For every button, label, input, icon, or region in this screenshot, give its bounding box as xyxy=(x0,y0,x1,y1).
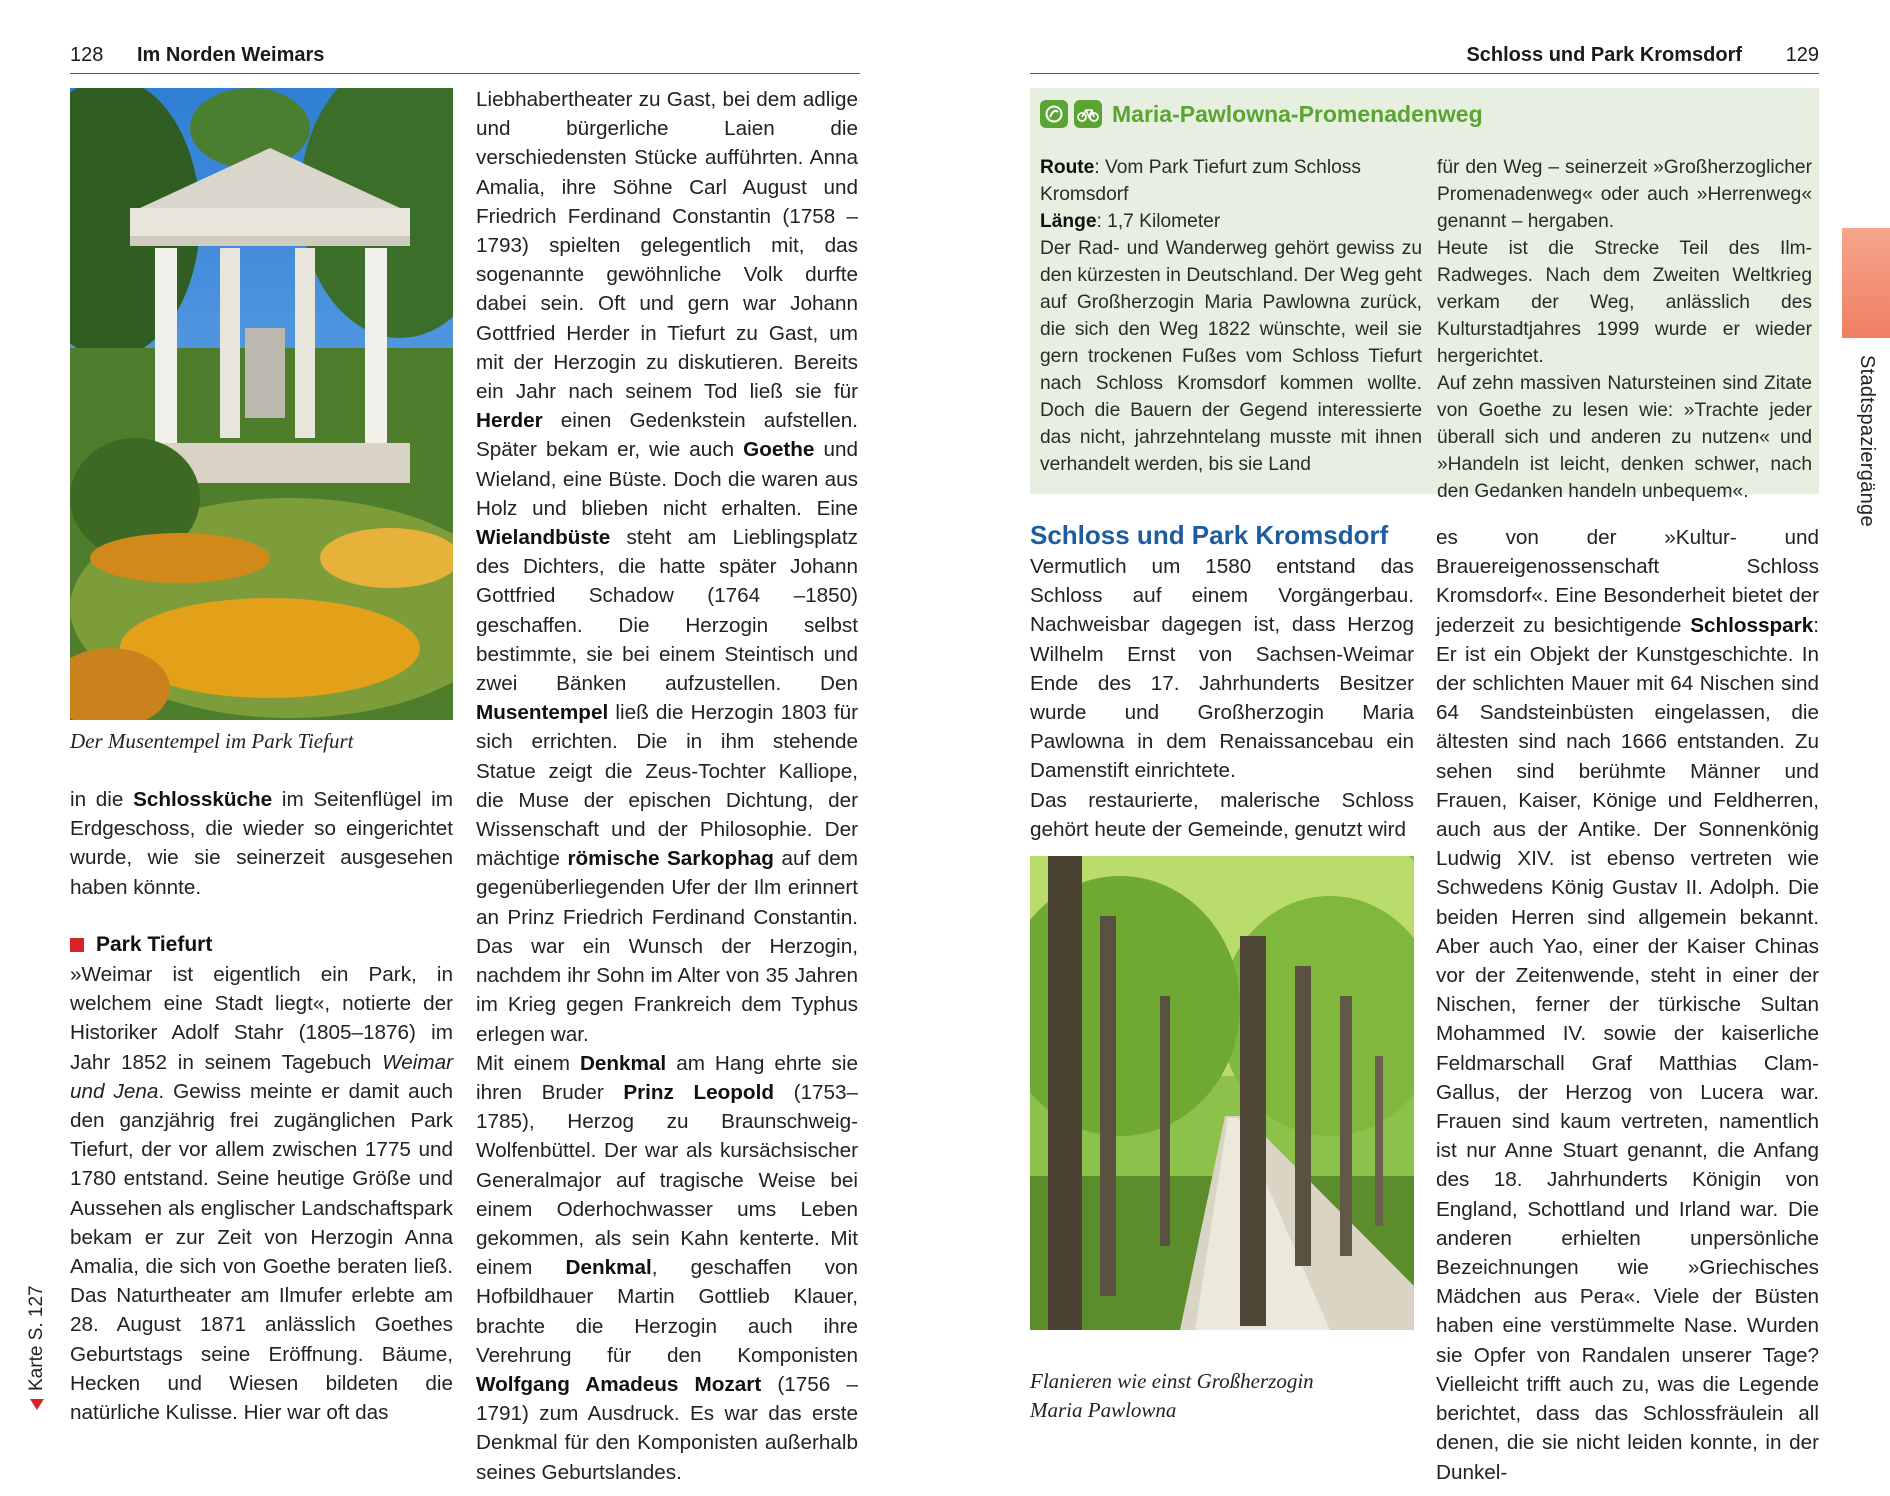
map-reference xyxy=(26,1285,48,1410)
text-run: am Hang ehrte sie ihren Bruder xyxy=(476,1051,858,1104)
text-run: es von der »Kultur- und Brauereigenossenschaft Schloss Kromsdorf«. Eine Besonderheit bietet der jederzeit zu besichtigende xyxy=(1436,526,1819,637)
right-col1-para1: Vermutlich um 1580 entstand das Schloss auf einem Vorgängerbau. Nachweisbar dagegen ist, dass Herzog Wilhelm Ernst von Sachsen-Weimar Ende des 17. Jahrhunderts Besitzer wurde und Großherzogin Maria Pawlowna in dem Renaissancebau ein Damenstift einrichtete. xyxy=(1030,555,1414,783)
infobox-header xyxy=(1040,100,1483,128)
bold-term: römische Sarkophag xyxy=(567,847,774,871)
route-icon xyxy=(1040,100,1068,128)
right-col1-para2: Das restaurierte, malerische Schloss gehört heute der Gemeinde, genutzt wird xyxy=(1030,788,1414,841)
bold-term: Wielandbüste xyxy=(476,526,611,550)
text-run: : Er ist ein Objekt der Kunstgeschichte. In der schlichten Mauer mit 64 Nischen sind 64 Sandsteinbüsten eingelassen, die ältesten sind nach 1666 entstanden. Zu sehen sind berühmte Männer und Frauen, Kaiser, Könige und Feldherren, auch aus der Antike. Der Sonnenkönig Ludwig XIV. ist ebenso vertreten wie Schwedens König Gustav II. Adolph. Die beiden Herren sind allgemein bekannt. Aber auch Yao, einer der Kaiser Chinas vor der Zeitenwende, steht in einer der Nischen, ferner der türkische Sultan Mohammed IV. sowie der kaiserliche Feldmarschall Graf Matthias Clam-Gallus, der Herzog von Lucera war. Frauen sind kaum vertreten, namentlich ist nur Anne Stuart genannt, die Anfang des 18. Jahrhunderts Königin von England, Schottland und Irland war. Die anderen erhielten unpersönliche Bezeichnungen wie »Griechisches Mädchen aus Pera«. Viele der Büsten haben eine verstümmelte Nase. Wurden sie Opfer von Randalen unserer Tage? Vielleicht trifft auch zu, was die Legende berichtet, dass das Schlossfräulein all denen, die sie nicht leiden konnte, in der Dunkel- xyxy=(1436,613,1819,1484)
map-pointer-icon xyxy=(30,1399,44,1410)
text-run: Liebhabertheater zu Gast, bei dem adlige und bürgerliche Laien die verschiedensten Stücke aufführten. Anna Amalia, ihre Söhne Carl August und Friedrich Ferdinand Constantin (1758 –1793) spielten gelegentlich mit, das sogenannte gewöhnliche Volk durfte dabei sein. Oft und gern war Johann Gottfried Herder in Tiefurt zu Gast, um mit der Herzogin zu diskutieren. Bereits ein Jahr nach seinem Tod ließ sie für xyxy=(476,88,858,404)
route-text: : Vom Park Tiefurt zum Schloss Kromsdorf xyxy=(1040,157,1361,205)
infobox-col2 xyxy=(1437,154,1812,505)
caption-line-2: Maria Pawlowna xyxy=(1030,1398,1177,1422)
italic-title: Weimar und Jena xyxy=(70,1050,453,1103)
infobox-title: Maria-Pawlowna-Promenadenweg xyxy=(1112,100,1483,127)
text-run: . Gewiss meinte er damit auch den ganzjährig frei zugänglichen Park Tiefurt, der vor allem zwischen 1775 und 1780 entstand. Seine heutige Größe und Aussehen als englischer Landschaftspark bekam er zur Zeit von Herzogin Anna Amalia, die sich von Goethe beraten ließ. Das Naturtheater am Ilmufer erlebte am 28. August 1871 anlässlich Goethes Geburtstags seine Eröffnung. Bäume, Hecken und Wiesen bildeten die natürliche Kulisse. Hier war oft das xyxy=(70,1079,454,1425)
bold-term: Denkmal xyxy=(565,1256,652,1280)
running-head-right xyxy=(1030,44,1819,74)
infobox-col2-p3: Auf zehn massiven Natursteinen sind Zitate von Goethe zu lesen wie: »Trachte jeder überall sich und anderen zu nutzen« und »Handeln ist leicht, denken schwer, nach den Gedanken handeln unbequem«. xyxy=(1437,373,1812,502)
heading-schloss-kromsdorf xyxy=(1030,518,1420,552)
bold-term: Wolfgang Amadeus Mozart xyxy=(476,1372,762,1396)
infobox-length xyxy=(1040,208,1422,235)
text-run: einen Gedenkstein aufstellen. Später bekam er, wie auch xyxy=(476,409,858,462)
musentempel-illustration xyxy=(70,88,453,720)
section-marker-icon xyxy=(70,938,84,952)
bold-term: Musentempel xyxy=(476,701,609,725)
length-text: : 1,7 Kilometer xyxy=(1096,211,1221,232)
photo-musentempel xyxy=(70,88,453,720)
text-run: (1756 –1791) zum Ausdruck. Es war das erste Denkmal für den Komponisten außerhalb seines Geburtslandes. xyxy=(476,1372,858,1484)
running-head-right-title: Schloss und Park Kromsdorf xyxy=(1466,44,1743,66)
right-col2 xyxy=(1436,523,1819,1487)
infobox-col1-body: Der Rad- und Wanderweg gehört gewiss zu den kürzesten in Deutschland. Der Weg geht auf Großherzogin Maria Pawlowna zurück, die sich den Weg 1822 wünschte, weil sie gern trockenen Fußes vom Schloss Tiefurt nach Schloss Kromsdorf kommen wollte. Doch die Bauern der Gegend interessierte das nicht, jahrzehntelang musste mit ihnen verhandelt werden, bis sie Land xyxy=(1040,238,1422,475)
left-col2-para1 xyxy=(476,85,858,1049)
page-number-left: 128 xyxy=(70,44,104,66)
text-run: im Seitenflügel im Erdgeschoss, die wieder so eingerichtet wurde, wie sie seinerzeit ausgesehen haben könnte. xyxy=(70,788,453,899)
left-col2 xyxy=(476,85,858,1487)
bold-term: Schlossküche xyxy=(133,788,273,811)
running-head-left xyxy=(70,44,860,74)
infobox-col1 xyxy=(1040,154,1422,478)
caption-line-1: Flanieren wie einst Großherzogin xyxy=(1030,1369,1314,1393)
photo-promenade-path xyxy=(1030,856,1414,1330)
route-label: Route xyxy=(1040,157,1095,178)
promenade-illustration xyxy=(1030,856,1414,1330)
bold-term: Denkmal xyxy=(579,1051,667,1075)
text-run: Mit einem xyxy=(476,1051,580,1075)
text-run: (1753–1785), Herzog zu Braunschweig-Wolfenbüttel. Der war als kursächsischer Generalmajor auf tragische Weise bei einem Oderhochwasser ums Leben gekommen, als sein Kahn kenterte. Mit einem xyxy=(476,1080,858,1280)
section-heading-park-tiefurt xyxy=(70,930,212,960)
right-col1 xyxy=(1030,552,1414,844)
running-head-left-title: Im Norden Weimars xyxy=(136,44,325,66)
section-title: Schloss und Park Kromsdorf xyxy=(1030,520,1389,550)
text-run: auf dem gegenüberliegenden Ufer der Ilm erinnert an Prinz Friedrich Ferdinand Constantin. Das war ein Wunsch der Herzogin, nachdem ihr Sohn im Alter von 35 Jahren im Krieg gegen Frankreich dem Typhus erlegen war. xyxy=(476,847,858,1046)
text-run: , geschaffen von Hofbildhauer Martin Gottlieb Klauer, brachte die Herzogin auch ihre Verehrung für den Komponisten xyxy=(476,1256,858,1367)
text-run: und Wieland, eine Büste. Doch die waren aus Holz und blieben nicht erhalten. Eine xyxy=(476,438,858,520)
infobox-col2-p2: Heute ist die Strecke Teil des Ilm-Radweges. Nach dem Zweiten Weltkrieg verkam der Weg, anlässlich des Kulturstadtjahres 1999 wurde er wieder hergerichtet. xyxy=(1437,238,1812,367)
infobox-promenadenweg xyxy=(1030,88,1819,502)
left-col1-para1 xyxy=(70,785,453,902)
section-heading-text: Park Tiefurt xyxy=(96,933,213,956)
infobox-col2-p1: für den Weg – seinerzeit »Großherzoglicher Promenadenweg« oder auch »Herrenweg« genannt – hergaben. xyxy=(1437,157,1812,232)
infobox-route xyxy=(1040,154,1422,208)
page-number-right: 129 xyxy=(1785,44,1819,66)
chapter-side-label: Stadtspaziergänge xyxy=(1856,355,1878,527)
chapter-thumb-tab xyxy=(1842,228,1890,338)
photo-caption-musentempel: Der Musentempel im Park Tiefurt xyxy=(70,729,354,753)
text-run: in die xyxy=(70,788,134,811)
text-run: steht am Lieblingsplatz des Dichters, die hatte später Johann Gottfried Schadow (1764 –1850) geschaffen. Die Herzogin selbst bestimmte, sie bei einem Steintisch und zwei Bänken aufzustellen. Den xyxy=(476,526,858,696)
text-run: ließ die Herzogin 1803 für sich errichten. Die in ihm stehende Statue zeigt die Zeus-Tochter Kalliope, die Muse der epischen Dichtung, der Wissenschaft und der Philosophie. Der mächtige xyxy=(476,701,858,871)
left-col1-para2 xyxy=(70,960,453,1427)
bold-term: Herder xyxy=(476,409,543,433)
bold-term: Goethe xyxy=(743,438,815,462)
bold-term: Schlosspark xyxy=(1690,613,1814,637)
bicycle-icon xyxy=(1074,100,1102,128)
map-reference-text: Karte S. 127 xyxy=(26,1285,47,1391)
length-label: Länge xyxy=(1040,211,1097,232)
left-col2-para2 xyxy=(476,1049,858,1487)
text-run: »Weimar ist eigentlich ein Park, in welchem eine Stadt liegt«, notierte der Historiker Adolf Stahr (1805–1876) im Jahr 1852 in seinem Tagebuch xyxy=(70,963,453,1074)
photo-caption-promenade xyxy=(1030,1367,1414,1425)
bold-term: Prinz Leopold xyxy=(623,1080,774,1104)
